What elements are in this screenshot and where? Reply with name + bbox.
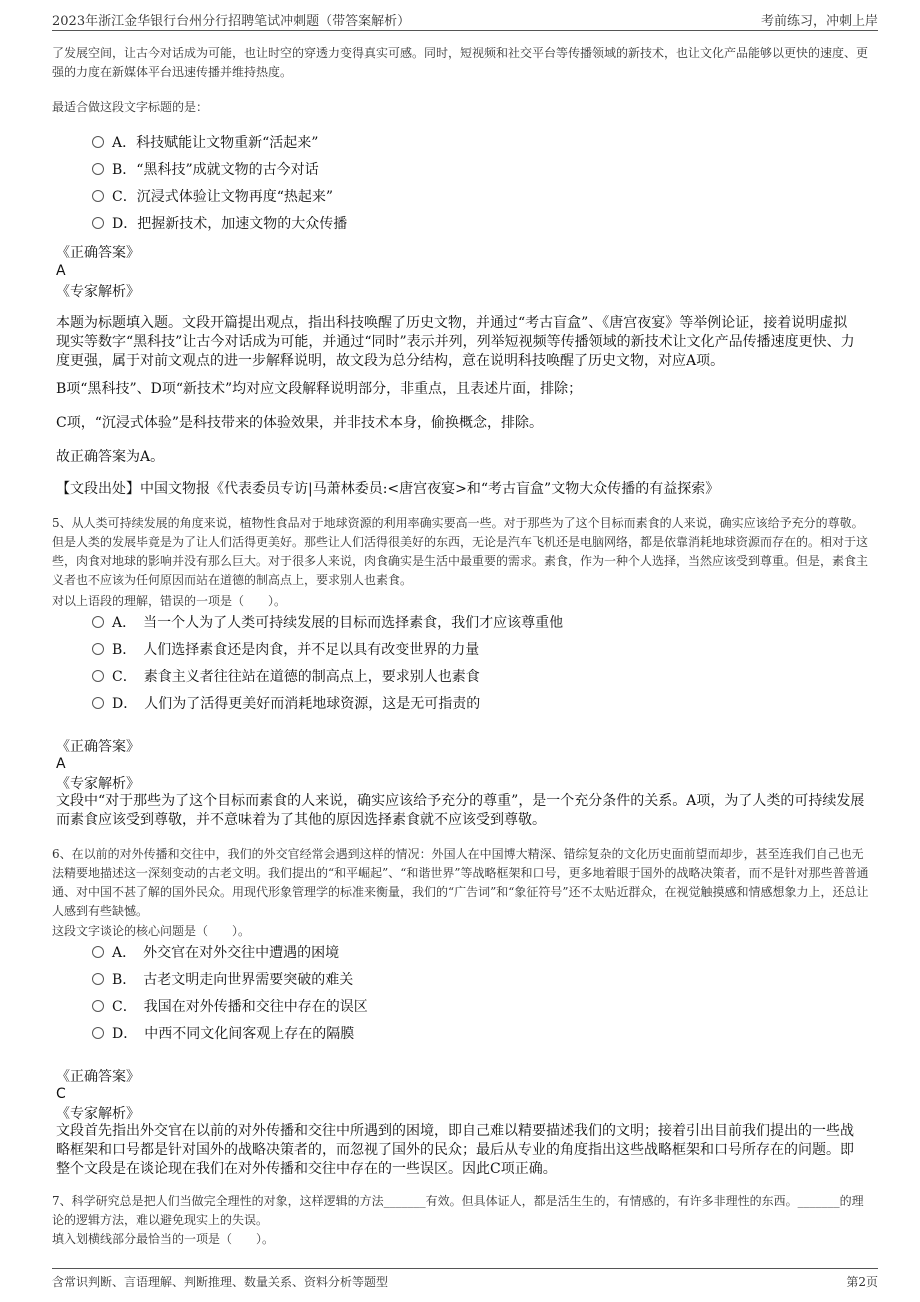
q4-stem: 最适合做这段文字标题的是： (52, 100, 209, 114)
radio-icon (92, 163, 104, 175)
q5-answer: A (56, 756, 66, 772)
q6-stem: 这段文字谈论的核心问题是（ ）。 (52, 924, 251, 938)
radio-icon (92, 670, 104, 682)
radio-icon (92, 1000, 104, 1012)
radio-icon (92, 190, 104, 202)
q6-option-d[interactable]: D． 中西不同文化间客观上存在的隔膜 (92, 1023, 354, 1045)
q6-answer: C (56, 1086, 66, 1102)
q5-analysis-label: 《专家解析》 (56, 776, 140, 792)
q4-passage-tail: 了发展空间，让古今对话成为可能，也让时空的穿透力变得真实可感。同时，短视频和社交平台等传播领域的新技术，也让文化产品能够以更快的速度、更强的力度在新媒体平台迅速传播并维持热度。 (52, 46, 869, 79)
radio-icon (92, 136, 104, 148)
page-header (52, 8, 878, 31)
q6-answer-label: 《正确答案》 (56, 1069, 140, 1085)
q5-passage: 5、从人类可持续发展的角度来说，植物性食品对于地球资源的利用率确实要高一些。对于那些为了这个目标而素食的人来说，确实应该给予充分的尊敬。但是人类的发展毕竟是为了让人们活得更美好。那些让人们活得很美好的东西，无论是汽车飞机还是电脑网络，都是依靠消耗地球资源而存在的。相对于这些，肉食对地球的影响并没有那么巨大。对于很多人来说，肉食确实是生活中最重要的需求。素食，作为一种个人选择，当然应该受到尊重。但是，素食主义者也不应该为任何原因而站在道德的制高点上，要求别人也素食。 (52, 516, 869, 587)
q4-analysis-p4: 故正确答案为A。 (56, 449, 165, 465)
radio-icon (92, 973, 104, 985)
q4-analysis-p2: B项“黑科技”、D项“新技术”均对应文段解释说明部分，非重点，且表述片面，排除； (56, 381, 583, 397)
document-title: 2023年浙江金华银行台州分行招聘笔试冲刺题（带答案解析） (52, 14, 411, 29)
q7-passage: 7、科学研究总是把人们当做完全理性的对象，这样逻辑的方法_______有效。但具体证人，都是活生生的，有情感的，有许多非理性的东西。_______的理论的逻辑方法，难以避免现实上的失误。 (52, 1194, 864, 1227)
header-slogan: 考前练习，冲刺上岸 (760, 14, 878, 29)
q5-stem: 对以上语段的理解，错误的一项是（ ）。 (52, 594, 287, 608)
q6-analysis: 文段首先指出外交官在以前的对外传播和交往中所遇到的困境，即自己难以精要描述我们的文明；接着引出目前我们提出的一些战略框架和口号都是针对国外的战略决策者的，而忽视了国外的民众；最后从专业的角度指出这些战略框架和口号所存在的问题。即整个文段是在谈论现在我们在对外传播和交往中存在的一些误区。因此C项正确。 (56, 1123, 854, 1177)
q4-option-a[interactable]: A．科技赋能让文物重新“活起来” (92, 132, 318, 154)
q5-option-d[interactable]: D． 人们为了活得更美好而消耗地球资源，这是无可指责的 (92, 693, 480, 715)
radio-icon (92, 217, 104, 229)
q4-answer-label: 《正确答案》 (56, 245, 140, 261)
q5-option-b[interactable]: B． 人们选择素食还是肉食，并不足以具有改变世界的力量 (92, 639, 479, 661)
q6-analysis-label: 《专家解析》 (56, 1106, 140, 1122)
q4-option-d[interactable]: D．把握新技术，加速文物的大众传播 (92, 213, 347, 235)
q4-analysis-label: 《专家解析》 (56, 284, 140, 300)
q4-analysis-p1: 本题为标题填入题。文段开篇提出观点，指出科技唤醒了历史文物，并通过“考古盲盒”、《唐宫夜宴》等举例论证，接着说明虚拟现实等数字“黑科技”让古今对话成为可能，并通过“同时”表示并列，列举短视频等传播领域的新技术让文化产品传播速度更快、力度更强，属于对前文观点的进一步解释说明，故文段为总分结构，意在说明科技唤醒了历史文物，对应A项。 (56, 315, 855, 369)
radio-icon (92, 697, 104, 709)
q5-answer-label: 《正确答案》 (56, 739, 140, 755)
q4-answer: A (56, 263, 66, 279)
q6-option-b[interactable]: B． 古老文明走向世界需要突破的难关 (92, 969, 353, 991)
radio-icon (92, 643, 104, 655)
radio-icon (92, 946, 104, 958)
radio-icon (92, 1027, 104, 1039)
q5-option-c[interactable]: C． 素食主义者往往站在道德的制高点上，要求别人也素食 (92, 666, 480, 688)
q5-option-a[interactable]: A． 当一个人为了人类可持续发展的目标而选择素食，我们才应该尊重他 (92, 612, 563, 634)
q4-option-b[interactable]: B．“黑科技”成就文物的古今对话 (92, 159, 319, 181)
q6-option-c[interactable]: C． 我国在对外传播和交往中存在的误区 (92, 996, 368, 1018)
page-footer (52, 1268, 878, 1293)
q7-stem: 填入划横线部分最恰当的一项是（ ）。 (52, 1232, 275, 1246)
footer-subjects: 含常识判断、言语理解、判断推理、数量关系、资料分析等题型 (52, 1275, 389, 1289)
radio-icon (92, 616, 104, 628)
q4-analysis-p3: C项，“沉浸式体验”是科技带来的体验效果，并非技术本身，偷换概念，排除。 (56, 415, 544, 431)
q5-analysis: 文段中“对于那些为了这个目标而素食的人来说，确实应该给予充分的尊重”，是一个充分条件的关系。A项，为了人类的可持续发展而素食应该受到尊敬，并不意味着为了其他的原因选择素食就不应该受到尊敬。 (56, 793, 865, 828)
page-number: 第2页 (846, 1275, 878, 1289)
q6-passage: 6、在以前的对外传播和交往中，我们的外交官经常会遇到这样的情况：外国人在中国博大精深、错综复杂的文化历史面前望而却步，甚至连我们自己也无法精要地描述这一深刻变动的古老文明。我们提出的“和平崛起”、“和谐世界”等战略框架和口号，更多地着眼于国外的战略决策者，而不是针对那些普普通通、对中国不甚了解的国外民众。用现代形象管理学的标准来衡量，我们的“广告词”和“象征符号”还不太贴近群众，在视觉触摸感和情感想象力上，还总让人感到有些缺憾。 (52, 847, 869, 918)
q4-source: 【文段出处】中国文物报《代表委员专访|马萧林委员:<唐宫夜宴>和“考古盲盒”文物大众传播的有益探索》 (56, 481, 720, 497)
q6-option-a[interactable]: A． 外交官在对外交往中遭遇的困境 (92, 942, 339, 964)
q4-option-c[interactable]: C．沉浸式体验让文物再度“热起来” (92, 186, 333, 208)
